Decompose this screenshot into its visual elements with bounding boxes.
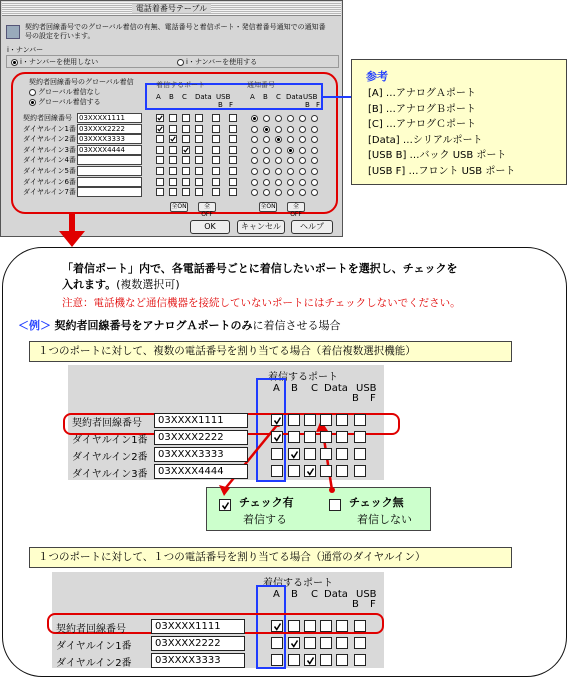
port-checkbox[interactable] [271, 448, 283, 460]
port-checkbox[interactable] [354, 637, 366, 649]
port-checkbox[interactable] [304, 620, 316, 632]
explain-line2-suffix: (複数選択可) [116, 278, 180, 291]
port-checkbox[interactable] [288, 465, 300, 477]
phone-number-field[interactable]: 03XXXX2222 [151, 636, 245, 651]
port-checkbox[interactable] [304, 637, 316, 649]
port-checkbox[interactable] [304, 448, 316, 460]
column-header: USB [356, 383, 377, 394]
row-label: 契約者回線番号 [72, 418, 142, 429]
port-checkbox[interactable] [320, 654, 332, 666]
notify-column-header: F [316, 101, 321, 109]
column-subheader: F [370, 393, 376, 404]
port-checkbox[interactable] [271, 654, 283, 666]
port-column-header: B [218, 101, 223, 109]
ok-button[interactable]: OK [190, 220, 230, 234]
port-column-header: F [229, 101, 234, 109]
port-checkbox[interactable] [354, 654, 366, 666]
reference-line: [USB B] …バック USB ポート [368, 150, 507, 161]
row-label: ダイヤルイン7番 [23, 188, 76, 197]
column-header: C [311, 589, 318, 600]
port-checkbox[interactable] [288, 431, 300, 443]
example-bold: 契約者回線番号をアナログＡポートのみ [54, 319, 253, 332]
port-checkbox[interactable] [304, 465, 316, 477]
port-checkbox[interactable] [320, 414, 332, 426]
column-header: B [291, 383, 298, 394]
phone-number-field[interactable]: 03XXXX1111 [77, 113, 142, 123]
phone-number-field[interactable]: 03XXXX1111 [154, 413, 248, 428]
port-checkbox[interactable] [271, 620, 283, 632]
port-column-header: A [156, 93, 161, 101]
reference-line: [USB F] …フロント USB ポート [368, 165, 516, 177]
port-checkbox[interactable] [288, 637, 300, 649]
port-column-header: Data [195, 93, 212, 101]
reference-line: [A] …アナログＡポート [368, 88, 476, 99]
port-checkbox[interactable] [336, 448, 348, 460]
column-header: B [291, 589, 298, 600]
legend-checked-title: チェック有 [239, 496, 294, 509]
global-option-1-label: グローバル着信する [38, 98, 101, 106]
port-column-header: C [182, 93, 187, 101]
row-label: ダイヤルイン4番 [23, 156, 76, 165]
column-subheader: F [370, 599, 376, 610]
example-tag: ＜例＞ [18, 319, 51, 332]
notify-column-header: USB [303, 93, 318, 101]
port-checkbox[interactable] [288, 414, 300, 426]
port-checkbox[interactable] [271, 637, 283, 649]
phone-number-field[interactable]: 03XXXX1111 [151, 619, 245, 634]
phone-number-field[interactable]: 03XXXX4444 [154, 464, 248, 479]
phone-number-field[interactable]: 03XXXX2222 [77, 124, 142, 134]
notify-number-label: 通知番号 [247, 81, 275, 89]
port-checkbox[interactable] [336, 620, 348, 632]
phone-number-field[interactable]: 03XXXX3333 [151, 653, 245, 668]
port-checkbox[interactable] [304, 654, 316, 666]
port-checkbox[interactable] [336, 654, 348, 666]
row-label: ダイヤルイン5番 [23, 167, 76, 175]
port-all-off-button[interactable]: 全OFF [198, 202, 216, 212]
port-checkbox[interactable] [336, 637, 348, 649]
example2-caption: １つのポートに対して、１つの電話番号を割り当てる場合（通常のダイヤルイン） [29, 547, 512, 568]
example2-port-header: 着信するポート [263, 578, 333, 589]
row-label: ダイヤルイン3番 [23, 145, 76, 154]
column-header: C [311, 383, 318, 394]
isdn-label: i・ナンバー [7, 46, 44, 54]
column-subheader: B [352, 599, 359, 610]
port-checkbox[interactable] [288, 620, 300, 632]
port-checkbox[interactable] [354, 448, 366, 460]
column-header: USB [356, 589, 377, 600]
row-label: ダイヤルイン3番 [72, 469, 148, 480]
port-checkbox[interactable] [320, 431, 332, 443]
row-label: 契約者回線番号 [23, 114, 72, 122]
reference-line: [C] …アナログＣポート [368, 119, 476, 130]
notify-column-header: A [250, 93, 255, 101]
row-label: ダイヤルイン1番 [23, 124, 76, 133]
port-checkbox[interactable] [271, 465, 283, 477]
row-label: ダイヤルイン1番 [72, 435, 148, 446]
column-header: A [273, 383, 280, 394]
notify-column-header: C [276, 93, 281, 101]
row-label: 契約者回線番号 [56, 624, 126, 635]
reference-line: [Data] …シリアルポート [368, 134, 483, 146]
cancel-button[interactable]: キャンセル [237, 220, 285, 234]
phone-number-field[interactable]: 03XXXX3333 [154, 447, 248, 462]
port-checkbox[interactable] [288, 448, 300, 460]
incoming-port-label: 着信するポート [156, 81, 205, 89]
row-label: ダイヤルイン2番 [72, 452, 148, 463]
example1-caption: １つのポートに対して、複数の電話番号を割り当てる場合（着信複数選択機能） [29, 341, 512, 362]
row-label: ダイヤルイン2番 [23, 135, 76, 144]
notify-all-on-button[interactable]: 全ON [260, 203, 276, 210]
dialog-title: 電話着番号テーブル [132, 4, 211, 13]
dialog-description: 契約者回線番号でのグローバル着信の有無、電話番号と着信ポート・発信着番号通知での通知番号の設定を行います。 [25, 23, 326, 40]
port-checkbox[interactable] [271, 414, 283, 426]
reference-line: [B] …アナログＢポート [368, 103, 476, 115]
column-header: Data [324, 589, 348, 600]
notify-column-header: B [305, 101, 310, 109]
port-checkbox[interactable] [354, 620, 366, 632]
phone-number-field[interactable]: 03XXXX4444 [77, 145, 142, 155]
legend-unchecked-title: チェック無 [349, 496, 404, 509]
port-checkbox[interactable] [320, 620, 332, 632]
port-all-on-button[interactable]: 全ON [171, 203, 187, 210]
phone-number-field[interactable]: 03XXXX2222 [154, 430, 248, 445]
port-checkbox[interactable] [304, 431, 316, 443]
column-subheader: B [352, 393, 359, 404]
port-checkbox[interactable] [320, 465, 332, 477]
global-group-label: 契約者回線番号のグローバル着信 [29, 78, 134, 86]
port-checkbox[interactable] [336, 431, 348, 443]
port-column-header: USB [216, 93, 231, 101]
column-header: A [273, 589, 280, 600]
help-button[interactable]: ヘルプ [291, 220, 333, 234]
example-rest: に着信させる場合 [252, 319, 341, 332]
notify-column-header: Data [286, 93, 303, 101]
explain-line1-text: 「着信ポート」内で、各電話番号ごとに着信したいポートを選択し、チェックを [62, 262, 458, 275]
phone-number-field[interactable]: 03XXXX3333 [77, 134, 142, 144]
row-label: ダイヤルイン1番 [56, 641, 132, 652]
global-option-0-label: グローバル着信なし [38, 88, 101, 96]
isdn-option-1-label: i・ナンバーを使用する [186, 58, 258, 66]
port-checkbox[interactable] [271, 431, 283, 443]
row-label: ダイヤルイン6番 [23, 177, 76, 186]
legend-checked-desc: 着信する [243, 513, 287, 526]
port-checkbox[interactable] [354, 465, 366, 477]
port-checkbox[interactable] [288, 654, 300, 666]
legend-unchecked-desc: 着信しない [357, 513, 412, 526]
notify-all-off-button[interactable]: 全OFF [287, 202, 305, 212]
column-header: Data [324, 383, 348, 394]
reference-title: 参考 [366, 70, 388, 83]
row-label: ダイヤルイン2番 [56, 658, 132, 669]
port-column-header: B [169, 93, 174, 101]
port-checkbox[interactable] [320, 448, 332, 460]
isdn-option-0-label: i・ナンバーを使用しない [20, 58, 99, 66]
notify-column-header: B [263, 93, 268, 101]
example1-port-header: 着信するポート [268, 372, 338, 383]
explain-line2-text: 入れます。 [62, 278, 117, 291]
port-checkbox[interactable] [320, 637, 332, 649]
port-checkbox[interactable] [354, 431, 366, 443]
caution-text: 注意：電話機など通信機器を接続していないポートにはチェックしないでください。 [62, 297, 461, 309]
port-checkbox[interactable] [336, 465, 348, 477]
port-checkbox[interactable] [304, 414, 316, 426]
port-checkbox[interactable] [336, 414, 348, 426]
port-checkbox[interactable] [354, 414, 366, 426]
